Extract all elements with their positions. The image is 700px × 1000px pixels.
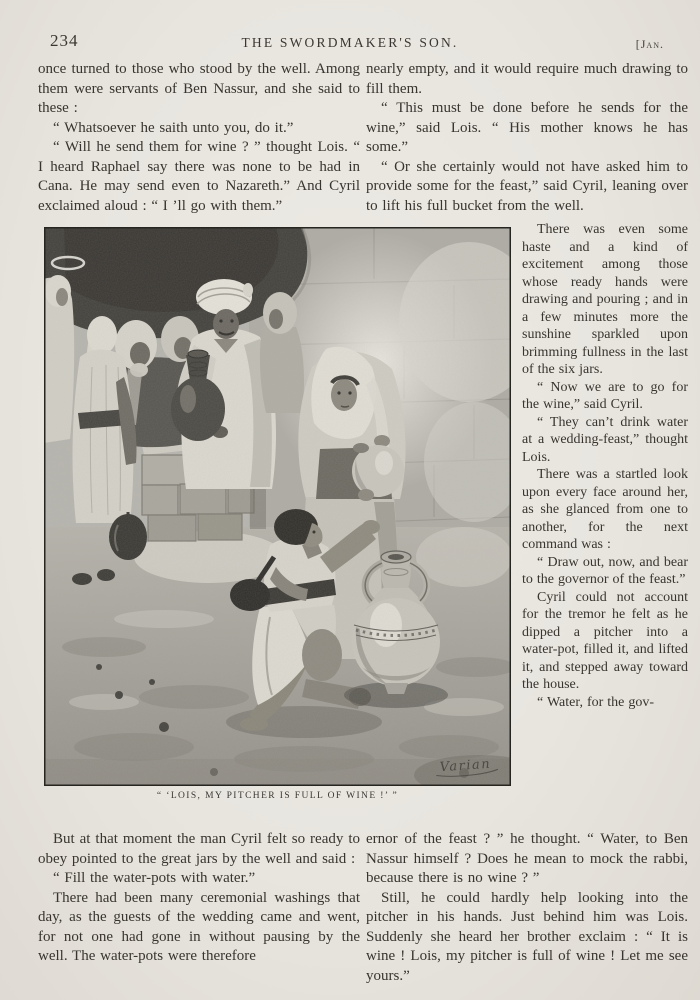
paragraph: There was a startled look upon every face around her, as she glanced from one to another, for the next command was : xyxy=(522,467,688,552)
paragraph: “ This must be done before he sends for the wine,” said Lois. “ His mother knows he has some.” xyxy=(366,100,688,155)
page-number: 234 xyxy=(50,31,79,50)
right-column-bottom xyxy=(366,830,688,986)
left-column-top xyxy=(38,60,360,216)
paragraph: “ Draw out, now, and bear to the governor of the feast.” xyxy=(522,554,688,587)
running-title: THE SWORDMAKER'S SON. xyxy=(241,35,459,50)
halftone-grain xyxy=(44,227,511,786)
paragraph: “ Now we are to go for the wine,” said Cyril. xyxy=(522,379,688,412)
paragraph: nearly empty, and it would require much drawing to fill them. xyxy=(366,61,688,97)
svg-text:Varian: Varian xyxy=(439,756,492,776)
paragraph: But at that moment the man Cyril felt so ready to obey pointed to the great jars by the well and said : xyxy=(38,831,360,867)
illustration-well-scene xyxy=(44,227,511,786)
paragraph: once turned to those who stood by the well. Among them were servants of Ben Nassur, and she said to these : xyxy=(38,61,360,116)
paragraph: “ Whatsoever he saith unto you, do it.” xyxy=(53,119,294,136)
paragraph: There was even some haste and a kind of excitement among those whose ready hands were drawing and pouring ; and in a few minutes more the sunshine sparkled upon brimming fullness in the last of the six jars. xyxy=(522,222,688,377)
left-column-bottom xyxy=(38,830,360,967)
paragraph: Still, he could hardly help looking into the pitcher in his hands. Just behind him was Lois. Suddenly she heard her brother exclaim : “ It is wine ! Lois, my pitcher is full of wine ! Let me see yours.” xyxy=(366,889,688,984)
illustration-canvas xyxy=(44,227,511,786)
paragraph: “ They can’t drink water at a wedding-feast,” thought Lois. xyxy=(522,414,688,465)
paragraph: “ Fill the water-pots with water.” xyxy=(53,870,256,886)
paragraph: “ Will he send them for wine ? ” thought Lois. “ I heard Raphael say there was none to be had in Cana. He may send even to Nazareth.” And Cyril exclaimed aloud : “ I ’ll go with them.” xyxy=(38,139,360,214)
issue-label: [Jan. xyxy=(635,37,664,51)
narrow-column-beside-illustration xyxy=(522,221,688,711)
paragraph: “ Or she certainly would not have asked him to provide some for the feast,” said Cyril, leaning over to lift his full bucket from the well. xyxy=(366,158,688,214)
paragraph: “ Water, for the gov- xyxy=(537,694,655,710)
right-column-top xyxy=(366,60,688,216)
illustration-caption: “ ‘LOIS, MY PITCHER IS FULL OF WINE !’ ” xyxy=(156,791,399,801)
paragraph: Cyril could not account for the tremor he felt as he dipped a pitcher into a water-pot, filled it, and lifted it, and stepped away toward the house. xyxy=(522,589,688,692)
paragraph: ernor of the feast ? ” he thought. “ Water, to Ben Nassur himself ? Does he mean to mock the rabbi, because there is no wine ? ” xyxy=(366,831,688,886)
paragraph: There had been many ceremonial washings that day, as the guests of the wedding came and went, for not one had gone in without pausing by the well. The water-pots were therefore xyxy=(38,889,360,964)
